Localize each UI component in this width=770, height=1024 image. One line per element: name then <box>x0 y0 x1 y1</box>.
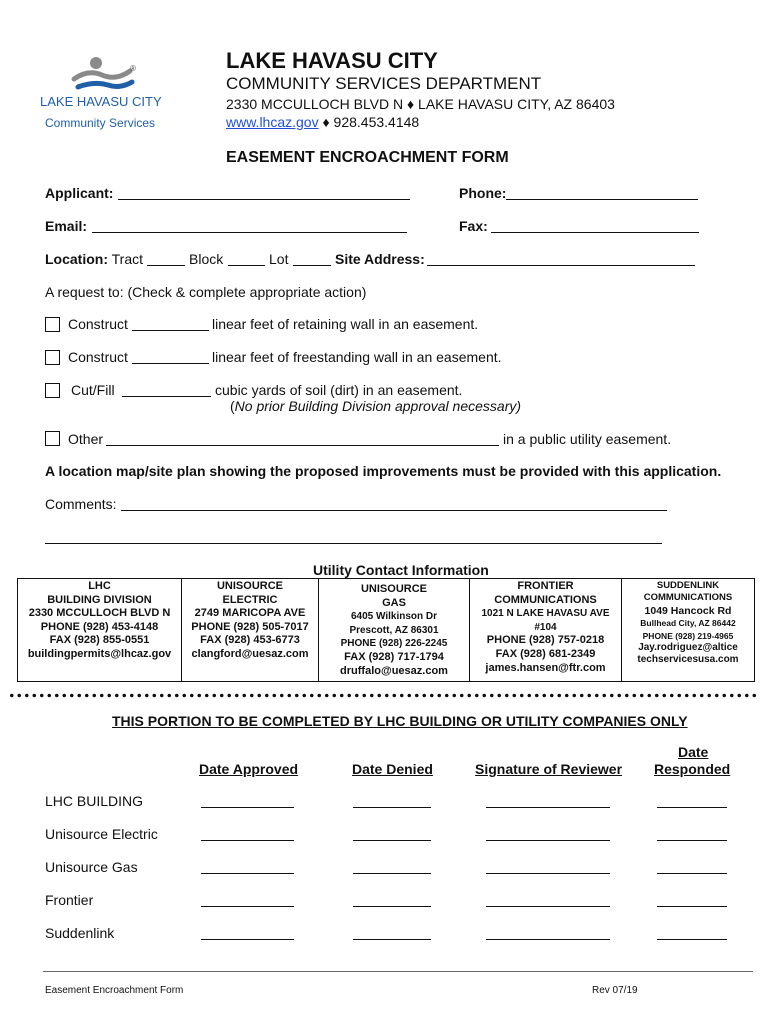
frontier-email: james.hansen@ftr.com <box>485 661 606 674</box>
option-2-prefix: Construct <box>68 349 128 365</box>
gas-signature-field[interactable] <box>486 873 610 874</box>
row-suddenlink: Suddenlink <box>45 925 115 941</box>
option-1-suffix: linear feet of retaining wall in an easement. <box>212 316 479 332</box>
row-unisource-electric: Unisource Electric <box>45 826 158 842</box>
frontier-type: COMMUNICATIONS <box>494 593 597 606</box>
electric-type: ELECTRIC <box>222 593 278 606</box>
electric-responded-field[interactable] <box>657 840 727 841</box>
city-name: LAKE HAVASU CITY <box>226 48 438 73</box>
location-row <box>45 251 143 267</box>
tract-field[interactable] <box>147 265 185 266</box>
suddenlink-signature-field[interactable] <box>486 939 610 940</box>
frontier-approved-field[interactable] <box>201 906 294 907</box>
footer-rule <box>43 971 753 972</box>
frontier-name: FRONTIER <box>517 580 574 592</box>
electric-fax: FAX (928) 453-6773 <box>200 634 300 647</box>
email-label: Email: <box>45 218 88 234</box>
other-field[interactable] <box>106 445 499 446</box>
department-phone: 928.453.4148 <box>333 114 420 130</box>
lhc-division: BUILDING DIVISION <box>47 593 152 606</box>
lhc-name: LHC <box>88 580 111 592</box>
electric-address: 2749 MARICOPA AVE <box>194 607 306 620</box>
lot-label: Lot <box>269 251 289 267</box>
lhc-approved-field[interactable] <box>201 807 294 808</box>
option-3-note: (No prior Building Division approval necessary) <box>230 398 522 414</box>
phone-label: Phone: <box>459 185 507 201</box>
phone-field[interactable] <box>506 199 698 200</box>
row-lhc-building: LHC BUILDING <box>45 793 144 809</box>
fax-field[interactable] <box>491 232 699 233</box>
suddenlink-denied-field[interactable] <box>353 939 431 940</box>
map-requirement-note: A location map/site plan showing the proposed improvements must be provided with this application. <box>45 463 722 479</box>
suddenlink-type: COMMUNICATIONS <box>643 592 733 604</box>
retaining-wall-checkbox[interactable] <box>45 317 60 332</box>
suddenlink-responded-field[interactable] <box>657 939 727 940</box>
location-label: Location: <box>45 251 108 267</box>
gas-email: druffalo@uesaz.com <box>340 664 448 677</box>
applicant-field[interactable] <box>118 199 410 200</box>
other-checkbox[interactable] <box>45 431 60 446</box>
website-link[interactable]: www.lhcaz.gov <box>226 114 319 130</box>
electric-email: clangford@uesaz.com <box>191 647 309 660</box>
option-3-suffix: cubic yards of soil (dirt) in an easement. <box>215 382 463 398</box>
gas-city: Prescott, AZ 86301 <box>349 624 439 636</box>
electric-signature-field[interactable] <box>486 840 610 841</box>
suddenlink-city: Bullhead City, AZ 86442 <box>640 618 736 629</box>
option-3-prefix: Cut/Fill <box>71 382 115 398</box>
swimmer-logo-icon <box>68 55 138 93</box>
col-signature: Signature of Reviewer <box>475 761 623 777</box>
contact-line <box>226 114 419 130</box>
comments-label: Comments: <box>45 496 117 512</box>
logo-line-1: LAKE HAVASU CITY <box>40 94 162 109</box>
electric-name: UNISOURCE <box>216 580 283 592</box>
option-4-suffix: in a public utility easement. <box>503 431 672 447</box>
dotted-separator <box>8 693 760 698</box>
lhc-phone: PHONE (928) 453-4148 <box>40 620 159 633</box>
block-field[interactable] <box>228 265 265 266</box>
frontier-responded-field[interactable] <box>657 906 727 907</box>
lhc-contact <box>17 578 182 682</box>
col-date-denied: Date Denied <box>352 761 433 777</box>
gas-type: GAS <box>382 596 406 609</box>
suddenlink-name: SUDDENLINK <box>656 580 720 591</box>
unisource-electric-contact <box>181 578 319 682</box>
retaining-wall-feet-field[interactable] <box>132 330 209 331</box>
option-1-prefix: Construct <box>68 316 128 332</box>
footer-revision: Rev 07/19 <box>592 985 638 996</box>
lhc-email: buildingpermits@lhcaz.gov <box>27 647 172 660</box>
suddenlink-address: 1049 Hancock Rd <box>644 604 732 617</box>
gas-phone: PHONE (928) 226-2245 <box>340 638 448 650</box>
col-date-approved: Date Approved <box>199 761 299 777</box>
row-unisource-gas: Unisource Gas <box>45 859 138 875</box>
option-3-note-text: No prior Building Division approval necessary <box>234 398 517 414</box>
gas-name: UNISOURCE <box>360 583 427 595</box>
electric-approved-field[interactable] <box>201 840 294 841</box>
site-address-label: Site Address: <box>335 251 425 267</box>
lhc-denied-field[interactable] <box>353 807 431 808</box>
registered-mark: ® <box>130 64 136 73</box>
department-address: 2330 MCCULLOCH BLVD N ♦ LAKE HAVASU CITY, AZ 86403 <box>226 96 615 112</box>
col-date-responded-2: Responded <box>654 761 731 777</box>
department-name: COMMUNITY SERVICES DEPARTMENT <box>226 74 542 93</box>
phone-separator: ♦ <box>322 114 330 130</box>
cut-fill-checkbox[interactable] <box>45 383 60 398</box>
frontier-contact <box>469 578 622 682</box>
utility-contact-title: Utility Contact Information <box>313 562 489 578</box>
frontier-phone: PHONE (928) 757-0218 <box>486 634 605 647</box>
footer-form-name: Easement Encroachment Form <box>45 985 184 996</box>
suddenlink-phone: PHONE (928) 219-4965 <box>642 630 734 641</box>
frontier-fax: FAX (928) 681-2349 <box>495 647 596 660</box>
gas-denied-field[interactable] <box>353 873 431 874</box>
electric-denied-field[interactable] <box>353 840 431 841</box>
logo-line-2: Community Services <box>45 116 156 130</box>
row-frontier: Frontier <box>45 892 94 908</box>
suddenlink-contact <box>621 578 755 682</box>
comments-field-line-2[interactable] <box>45 543 662 544</box>
lhc-signature-field[interactable] <box>486 807 610 808</box>
site-address-field[interactable] <box>427 265 695 266</box>
suddenlink-email-1: Jay.rodriguez@altice <box>638 642 738 654</box>
unisource-gas-contact <box>318 578 470 682</box>
frontier-denied-field[interactable] <box>353 906 431 907</box>
suddenlink-approved-field[interactable] <box>201 939 294 940</box>
comments-field-line-1[interactable] <box>121 510 667 511</box>
option-2-suffix: linear feet of freestanding wall in an easement. <box>212 349 502 365</box>
gas-fax: FAX (928) 717-1794 <box>344 650 444 663</box>
lot-field[interactable] <box>293 265 331 266</box>
frontier-signature-field[interactable] <box>486 906 610 907</box>
fax-label: Fax: <box>459 218 488 234</box>
frontier-suite: #104 <box>534 621 557 633</box>
option-4-prefix: Other <box>68 431 104 447</box>
col-date-responded-1: Date <box>678 744 709 760</box>
freestanding-wall-feet-field[interactable] <box>132 363 209 364</box>
freestanding-wall-checkbox[interactable] <box>45 350 60 365</box>
approval-heading: THIS PORTION TO BE COMPLETED BY LHC BUILDING OR UTILITY COMPANIES ONLY <box>112 713 688 729</box>
block-label: Block <box>189 251 224 267</box>
electric-phone: PHONE (928) 505-7017 <box>191 620 309 633</box>
applicant-label: Applicant: <box>45 185 114 201</box>
gas-address: 6405 Wilkinson Dr <box>350 611 438 623</box>
form-title: EASEMENT ENCROACHMENT FORM <box>226 149 509 166</box>
email-field[interactable] <box>92 232 407 233</box>
lhc-responded-field[interactable] <box>657 807 727 808</box>
request-intro: A request to: (Check & complete appropriate action) <box>45 284 367 300</box>
lhc-address: 2330 MCCULLOCH BLVD N <box>28 607 171 620</box>
tract-label: Tract <box>111 251 144 267</box>
suddenlink-email-2: techservicesusa.com <box>637 654 739 666</box>
lhc-fax: FAX (928) 855-0551 <box>49 634 150 647</box>
frontier-address: 1021 N LAKE HAVASU AVE <box>481 608 610 620</box>
cut-fill-yards-field[interactable] <box>122 396 211 397</box>
gas-responded-field[interactable] <box>657 873 727 874</box>
gas-approved-field[interactable] <box>201 873 294 874</box>
